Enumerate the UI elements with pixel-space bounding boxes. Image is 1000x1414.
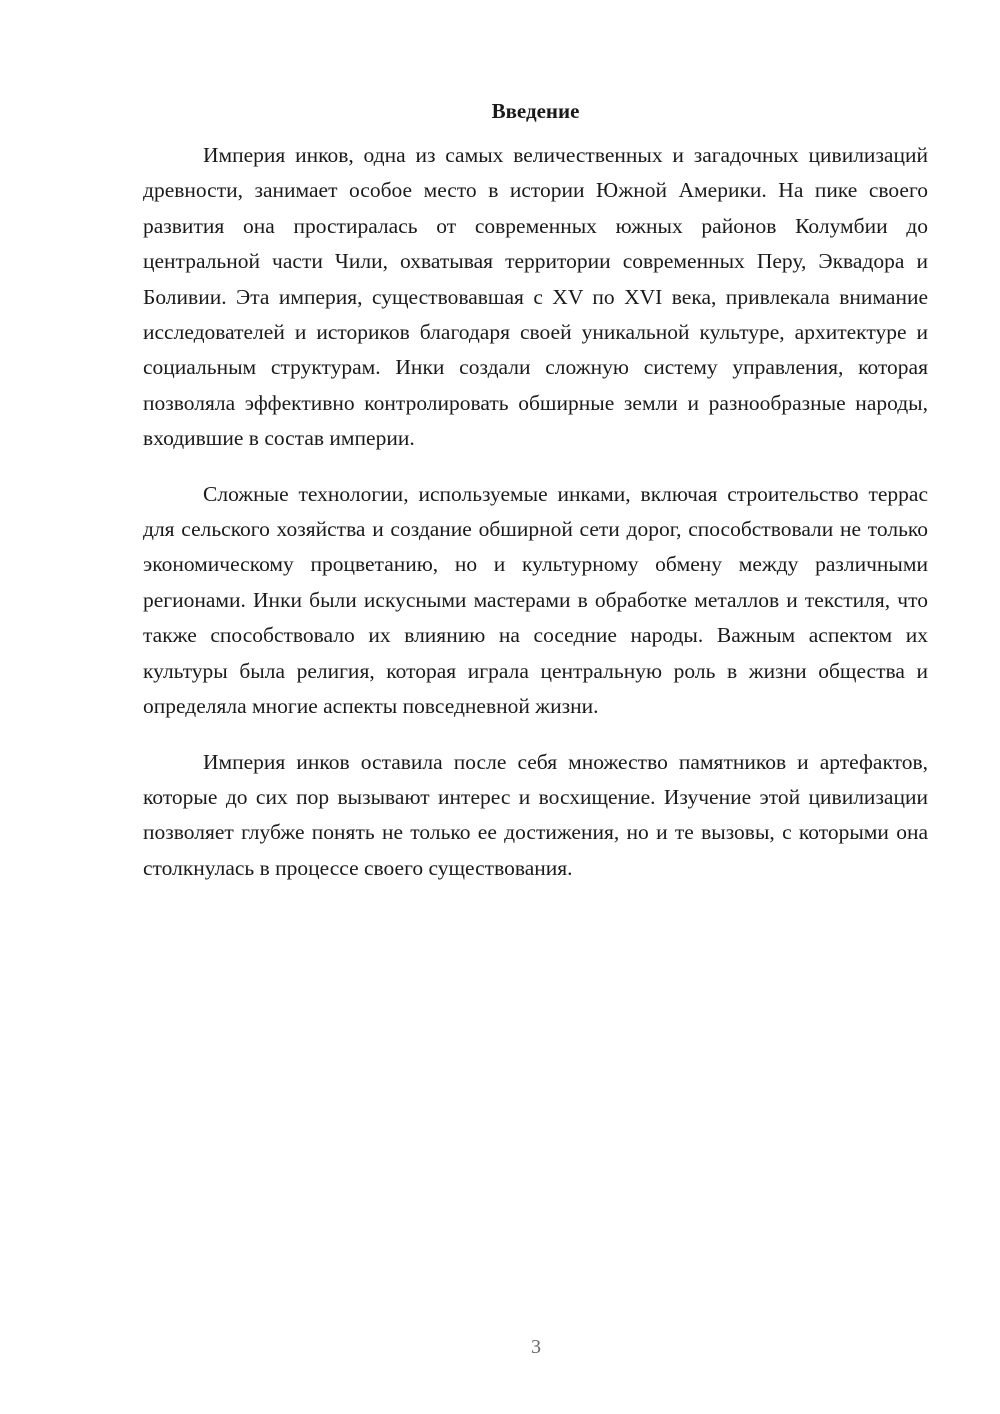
paragraph-1: Империя инков, одна из самых величественных и загадочных цивилизаций древности, занимает особое место в истории Южной Америки. На пике своего развития она простиралась от современных южных районов Колумбии до центральной части Чили, охватывая территории современных Перу, Эквадора и Боливии. Эта империя, существовавшая с XV по XVI века, привлекала внимание исследователей и историков благодаря своей уникальной культуре, архитектуре и социальным структурам. Инки создали сложную систему управления, которая позволяла эффективно контролировать обширные земли и разнообразные народы, входившие в состав империи. (143, 143, 928, 451)
page-content (143, 96, 928, 906)
paragraph-2: Сложные технологии, используемые инками, включая строительство террас для сельского хозяйства и создание обширной сети дорог, способствовали не только экономическому процветанию, но и культурному обмену между различными регионами. Инки были искусными мастерами в обработке металлов и текстиля, что также способствовало их влиянию на соседние народы. Важным аспектом их культуры была религия, которая играла центральную роль в жизни общества и определяла многие аспекты повседневной жизни. (143, 481, 928, 719)
page-number: 3 (531, 1336, 541, 1358)
paragraph-3: Империя инков оставила после себя множество памятников и артефактов, которые до сих пор вызывают интерес и восхищение. Изучение этой цивилизации позволяет глубже понять не только ее достижения, но и те вызовы, с которыми она столкнулась в процессе своего существования. (143, 749, 928, 880)
page-title: Введение (491, 99, 580, 123)
